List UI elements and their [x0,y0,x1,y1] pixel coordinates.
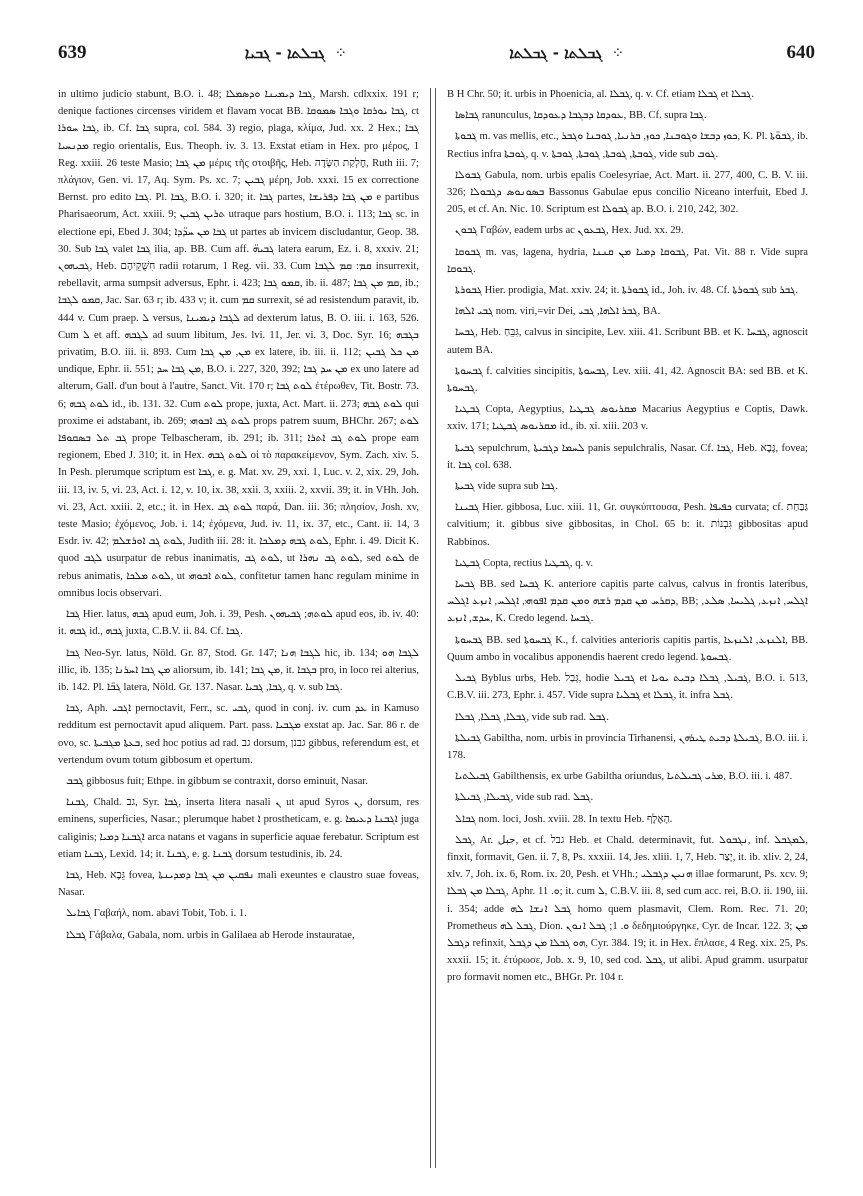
left-column [58,86,430,1196]
running-head-right-text: ܓܒܠܬܐ - ܓܒܠܬܐ [509,44,603,62]
dictionary-entry: ܓܒܠܐ, ܓܒܠܐ, ܓܒܠܐ, vide sub rad. ܓܒܠ. [455,711,609,723]
diamond-ornament-icon: ⁘ [334,44,348,62]
dictionary-entry: ܓܒܚܘܬܐ f. calvities sincipitis, ܓܒܚܘܬܐ, Lev. xiii. 41, 42. Agnoscit BA: sed BB. et K. ܓܒܚܘܬܐ. [447,365,808,395]
dictionary-entry: ܓܒܝܠ Byblus urbs, Heb. גְּבַל, hodie ܓܒܝܠ et ܓܒܝܠ, ܓܒܠܐ ܕܒܝܬ ܝܘܝܐ, B.O. i. 513, C.B.V. iii. 273, Ephr. i. 457. Vide supra ܓܒܠܝܐ et ܓܒܠܐ, it. infra ܓܒܠ. [447,673,808,702]
dictionary-entry: ܓܒܛܝܐ Copta, Aegyptius, ܡܩܪܝܘܣ ܓܒܛܝܐ Macarius Aegyptius e Coptis, Dawk. xxiv. 171; ܡܩܪܝܘܣ ܓܒܛܝܐ id., ib. xi. xiii. 203 v. [447,404,808,433]
dictionary-entry: ܓܒܚܐ, Heb. גִּבֵּחַ, calvus in sincipite, Lev. xiii. 41. Scribunt BB. et K. ܓܒܚܐ, agnoscit autem BA. [447,327,808,356]
dictionary-entry: ܓܒܐ, Heb. גֵּבֶא fovea, ܢܦܩܝܢ ܡܢ ܓܒܐ ܕܡܕܝܢܬܐ mali exeuntes e claustro suae foveas, Nasar. [58,869,419,899]
page-number-right: 640 [786,42,815,63]
dictionary-entry: ܓܒܐܝܠ Γαβαήλ, nom. abavi Tobit, Tob. i. 1. [66,908,247,920]
dictionary-entry: ܓܒܝܠܐ, ܓܒܝܠܬܐ, vide sub rad. ܓܒܠ. [455,792,594,804]
dictionary-entry: ܓܒܝ ܐܠܗܐ nom. viri,=vir Dei, ܓܒܪ ܐܠܗܐ, ܓܒܝ, BA. [455,306,661,318]
dictionary-entry: ܓܒܚܘܬܐ BB. sed ܓܒܚܘܬܐ K., f. calvities anterioris capitis partis, ܐܠܢܙܥ, ܐܠܢܙܥܐ, BB. Quum ambo in vocalibus apponendis haerent credo legend. ܓܒܚܘܬܐ. [447,634,808,663]
dictionary-entry: ܓܒܢܐ, Chald. גב, Syr. ܓܒܐ, inserta litera nasali ܢ ut apud Syros ܢ, dorsum, res eminens, superficies, Nasar.; plerumque habet ܐ prostheticam, e. g. ܐܓܒܢܐ ܕܥܝܡܐ juga caliginis; ܐܓܒܢܐ ܕܡܝܐ arca natans et vagans in superficie aquae ferebatur. Scriptum est etiam ܓܒܢܐ, Lexid. 14; it. ܓܒܢܐ, e. g. ܓܒܢܐ dorsum testudinis, ib. 24. [58,797,420,860]
dictionary-entry: ܓܒܝܢܐ Hier. gibbosa, Luc. xiii. 11, Gr. συγκύπτουσα, Pesh. ܟܦܝܦܐ curvata; cf. גַּבַּחַת calvitium; it. gibbus sive gibbositas, in Chol. 65 b: it. גִּבְנוֹת gibbositas apud Rabbinos. [447,502,808,548]
dictionary-entry: B H Chr. 50; it. urbis in Phoenicia, al. ܓܒܠܐ, q. v. Cf. etiam ܓܒܠܐ et ܓܒܠܐ. [447,89,755,100]
dictionary-entry: ܓܒܐܠ nom. loci, Josh. xviii. 28. In textu Heb. הָאֶלֶף. [455,813,673,825]
diamond-ornament-icon: ⁘ [611,44,625,62]
dictionary-entry: ܓܒܝܠܬܝܐ Gabilthensis, ex urbe Gabiltha oriundus, ܡܪܝ ܓܒܝܠܬܝܐ, B.O. iii. i. 487. [455,771,793,783]
dictionary-entry: ܓܒܠܐ Γάβαλα, Gabala, nom. urbis in Galilaea ab Herode instauratae, [66,929,355,941]
page-number-left: 639 [58,42,87,63]
dictionary-entry: ܓܒܐ Neo-Syr. latus, Nöld. Gr. 87, Stod. Gr. 147; ܠܓܒܐ ܗܢܐ hic, ib. 134; ܠܓܒܐ ܗܘ illic, ib. 135; ܡܢ ܓܒܐ ܐܚܪܢܐ aliorsum, ib. 141; ܡܢ ܓܒܐ, it. ܒܓܒܐ pro, in loco rei alterius, ib. 142. Pl. ܓܒ̈ܐ latera, Nöld. Gr. 137. Nasar. ܓܒܐ, ܓܒܝܐ, q. v. sub ܓܒܐ. [58,647,419,693]
dictionary-entry: ܓܒܝܬܐ vide supra sub ܓܒܐ. [455,481,558,493]
dictionary-entry: ܓܒܛܝܐ Copta, rectius ܓܒܛܝܐ, q. v. [455,557,594,569]
dictionary-entry: ܓܒܝܬܐ sepulchrum, ܠܚܡܐ ܕܓܒܝܬܐ panis sepulchralis, Nasar. Cf. ܓܒܐ, Heb. גֶּבֶא, fovea; it. ܓܒܐ col. 638. [447,442,808,471]
dictionary-entry: in ultimo judicio stabunt, B.O. i. 48; ܓܒܐ ܕܝܡܝܢܐ ܘܕܣܡܠܐ, Marsh. cdlxxix. 191 r; denique factiones circenses viridem et flavam vocat BB. ܓܒܐ ܝܘܪܩܐ ܘܓܒܐ ܣܡܘܩܐ, ct ܓܒܐ ܚܘܪܐ, ib. Cf. ܓܒܐ supra, col. 584. 3) regio, plaga, κλίμα, Jud. xx. 2 Hex.; ܓܒܐ ܡܕܢܚܝܐ regio orientalis, Eus. Theoph. iv. 3. 13. Exstat etiam in Hex. pro μέρος, 1 Reg. xxiii. 26 teste Masio; ܡܢ ܓܒܐ μέρις τῆς στοιβῆς, Heb. חֶלְקַת הַשָּׂדֶה, Ruth iii. 7; πλάγιον, Gen. vi. 17, Aq. Sym. Ps. xc. 7; ܓܒܝܢ μέρη, Job. xxxi. 15 ex correctione Bernst. pro edito ܓܒܐ. Pl. ܓܒܐ, B.O. i. 320; it. ܓܒܐ partes, ܡܢ ܓܒܐ ܕܦܪܝܫܐ e partibus Pharisaeorum, Act. xxiii. 9; ܬܪܝܢ ܓܒܝܢ utraque pars hostium, B.O. i. 113; ܓܒܐ sc. in electione epi, Ebed J. 304; ܓܒܐ ܡܢ ܚܕ̈ܕܐ ut partes ab invicem discludantur, Geop. 38. 30. Sub ܓܒܐ valet ܓܒܐ ilia, ap. BB. Cum aff. ܓܒܝܗ̈ latera earum, Ez. i. 8, xxxiv. 21; ܓܒܝܗܘܢ, Heb. חִשֻּׁקֵיהֶם radii rotarum, 1 Reg. vii. 33. Cum ܩܡ: ܩܡ ܠܓܒܐ insurrexit, rebellavit, arma sumpsit adversus, Ephr. i. 423; ܩܡܘ ܓܒܐ, ib. ii. 487; ܩܡ ܡܢ ܓܒܐ, ib.; ܩܡܘ ܠܓܒܐ, Jac. Sar. 63 r; ib. 433 v; it. cum ܩܡ surrexit, sé ad resistendum paravit, ib. 444 v. Cum praep. ܠ versus, ܠܓܒܐ ܕܝܡܝܢܐ ad dexterum latus, B. O. iii. i. 163, 526. Cum ܠ et aff. ܠܓܒܗ ad suum libitum, Jes. lvi. 11, Jer. vi. 3, Doc. Syr. 16; ܒܓܒܗ privatim, B.O. iii. ii. 893. Cum ܡܢ, ܡܢ ܓܒܐ ex latere, ib. iii. ii. 112; ܡܢ ܟܠ ܓܒܝܢ undique, Ephr. ii. 551; ܡܢ ܓܒܐ ܚܕ, B.O. i. 227, 320, 392; ܡܢ ܚܕ ܓܒܐ ex uno latere ad alterum, Gall. d'un bout à l'autre, Sanct. Vit. 170 r; ܠܘܬ ܓܒܐ ἐτέρωθεν, Tit. Bostr. 73. 6; ܠܘܬ ܓܒܗ id., ib. 131. 32. Cum ܠܘܬ prope, juxta, Act. Mart. ii. 273; ܠܘܬ ܓܒܗ qui proxime ei adstabant, ib. 269; ܠܘܬ ܓܒ ܐܒܘܗܝ props patrem suum, BHChr. 267; ܠܘܬ ܓܒ ܬܠ ܒܣܩܘܦܐ prope Telbascheram, ib. 291; ib. 311; ܠܘܬ ܓܒ ܐܬܪܐ prope eam regionem, Ebed J. 310; it. in Hex. ܠܘܬ ܓܒܗ οἱ τὸ παρακείμενον, Sym. Zach. xiv. 5. In Pesh. plerumque scriptum est ܓܒܐ, e. g. Mat. xv. 29, xxi. 1, Luc. v. 2, xix. 29, Joh. iii. 13, iv. 5, vi. 23, Act. i. 12, v. 10, ix. 38, xxii. 3, xxiii. 2, xxvii. 39; it. in VHh. Joh. vi. 23, Act. xxiii. 2, etc.; it. in Hex. ܠܘܬ ܓܒ παρά, Dan. iii. 36; πλησίον, Josh. xv, teste Masio; ἐχόμενος, Job. i. 14; ἐχόμενα, Jud. iv. 11, ix. 37, etc., Cant. ii. 14, 3 Esdr. iv. 42; ܠܘܬ ܓܒ ܐܘܪܫܠܡ, Judith iii. 28: it. ܠܘܬ ܓܒܗ ܕܡܠܟܐ, Ephr. i. 49. Dicit K. quod ܠܓܒ usurpatur de rebus inanimatis, ܠܘܬ ܓܒ, ut ܠܘܬ ܓܒ ܢܗܪܐ, sed ܠܘܬ de rebus animatis, ܠܘܬ ܡܠܟܐ, ut ܠܘܬ ܐܒܘܗܝ, confitetur tamen hanc regulam minime in omnibus locis observari. [58,89,420,599]
running-head-right [509,44,628,62]
dictionary-entry: ܓܒܐ, Aph. ܐܓܒܝ pernoctavit, Ferr., sc. ܓܒܝ, quod in conj. iv. cum ܥܕ in Kamuso redditum est pernoctavit apud aliquem. Part. pass. ܡܓܒܝܐ exstat ap. Jac. Sar. 86 r. de ovo, sc. ܒܥܬܐ ܡܓܒܝܬܐ, sed hoc potius ad rad. גב dorsum, גבנן gibbus, referendum est, et vertendum ovum totum gibbosum et opertum. [58,703,420,766]
dictionary-entry: ܓܒܘܠܐ Gabula, nom. urbis epalis Coelesyriae, Act. Mart. ii. 277, 400, C. B. V. iii. 326; ܒܣܘܢܘܣ ܕܓܒܘܠܐ Bassonus Gabulae epus concilio Niceano interfuit, Ebed J. 205, et cf. An. Nic. 10. Scriptum est ܓܒܘܠܐ ap. B.O. i. 210, 242, 302. [447,169,808,216]
page-header [58,38,815,68]
dictionary-entry: ܓܒܚܐ BB. sed ܓܒܚܐ K. anteriore capitis parte calvus, calvus in frontis lateribus, ܕܩܪܚ ܡܢ ܩܕܡ ܪܫܗ ܘܡܢ ܩܕܡ ܐܦܘܗܝ, ܐܓܠܚ, ܐܢܙܥ ܐܓܠܚ, BB; ܐܓܠܚ, ܐܢܙܥ, ܓܠܝܚܐ, ܣܠܥ, ܚܕܫ, ܐܢܙܥ, K. Credo legend. ܓܒܚܐ. [447,579,808,625]
dictionary-entry: ܓܒܘܬܐ m. vas mellis, etc., ܟܘܙ ܕܒܫܐ ܘܓܘܒܢܐ, ܟܘܙ, ܒܪܢܝܐ, ܓܘܒܢܐ ܘܓܒܪ, K. Pl. ܓܒܘ̈ܬܐ, ib. Rectius infra ܓܘܒܬܐ, q. v. ܓܘܒܬܐ, ܓܘܒܬܐ, ܓܘܒܬܐ, ܓܘܒܬܐ, vide sub ܓܘܒ. [447,131,808,160]
right-column [436,86,808,1196]
dictionary-entry: ܓܒܐܣܐ ranunculus, ܥܘܕܩܐ ܕܒܓܒܐ ܕܥܘܕܩܐ, BB. Cf. supra ܓܒܐ. [455,110,707,122]
two-column-body [58,86,815,1196]
running-head-left [245,44,351,62]
running-head-left-text: ܓܒܠܬܐ - ܓܒܝܐ [244,44,326,62]
dictionary-entry: ܓܒܠ, Ar. جبل, et cf. גבל Heb. et Chald. determinavit, fut. ܢܓܒܘܠ, inf. ܠܡܓܒܠ, finxit, formavit, Gen. ii. 7, 8, Ps. xxxiii. 14, Jes. xliii. 1, 7, Heb. יָצַר, it. ib. xliv. 2, 24, xlv. 7, Joh. ix. 6, Rom. ix. 20, Pesh. et VHh.; ܗܢܝܢ ܕܓܒܠܝ illae formarunt, Ps. xcv. 9; ܓܒܠܐ ܡܢ ܓܒܠܐ, Aphr. ܘ. 11; it. cum ܠ, C.B.V. iii. 8, sed cum acc. rei, B.O. ii. 190, iii. i. 354; adde ܓܒܠ ܐܢܫܐ ܠܗ homo quem plasmavit, Clem. Rom. Rec. 71. 20; Prometheus ܓܒܠ ܠܗ, Dion. ܘ. 1; ܓܒܠ ܐܢܘܢ δεδημιούργηκε, Cyr. de Incar. 122. 3; ܡܢ ܕܓܒܠ refinxit, ܗܘ ܓܒܠܐ ܡܢ ܕܓܒܠ, Cyr. 384. 19; it. in Hex. ἔπλασε, 4 Reg. xix. 25, Ps. xxxii. 15; it. ἐτύρωσε, Job. x. 9, 10, sed cod. ܓܒܠ, ut alibi. Apud gramm. usurpatur pro formavit nomen etc., BHGr. Pr. 104 r. [447,834,808,984]
dictionary-entry: ܓܒܘܢ Γαβών, eadem urbs ac ܓܒܥܘܢ, Hex. Jud. xx. 29. [455,225,684,237]
dictionary-entry: ܓܒܝܠܬܐ Gabiltha, nom. urbis in provincia Tirhanensi, ܓܒܝܠܬܐ ܕܒܝܬ ܛܝܪܗܢ, B.O. iii. i. 178. [447,732,808,761]
dictionary-entry: ܓܒܐ Hier. latus, ܓܒܗ apud eum, Joh. i. 39, Pesh. ܠܘܬܗ; ܓܒܝܗܘܢ apud eos, ib. iv. 40: it. ܓܒܗ id., ܓܒܗ juxta, C.B.V. ii. 84. Cf. ܓܒܐ. [58,609,419,638]
dictionary-entry: ܓܒܘܪܬܐ Hier. prodigia, Mat. xxiv. 24; it. ܓܒܘܪܬܐ id., Joh. iv. 48. Cf. ܓܒܘܪܬܐ sub ܓܒܪ. [455,285,799,297]
dictionary-entry: ܓܒܘܩܐ m. vas, lagena, hydria, ܓܒܘܩܐ ܕܡܝܐ ܡܢ ܩܢܢܐ, Pat. Vit. 88 r. Vide supra ܓܒܘܩܐ. [447,246,808,275]
dictionary-entry: ܓܒܒ gibbosus fuit; Ethpe. in gibbum se contraxit, dorso eminuit, Nasar. [66,775,368,787]
